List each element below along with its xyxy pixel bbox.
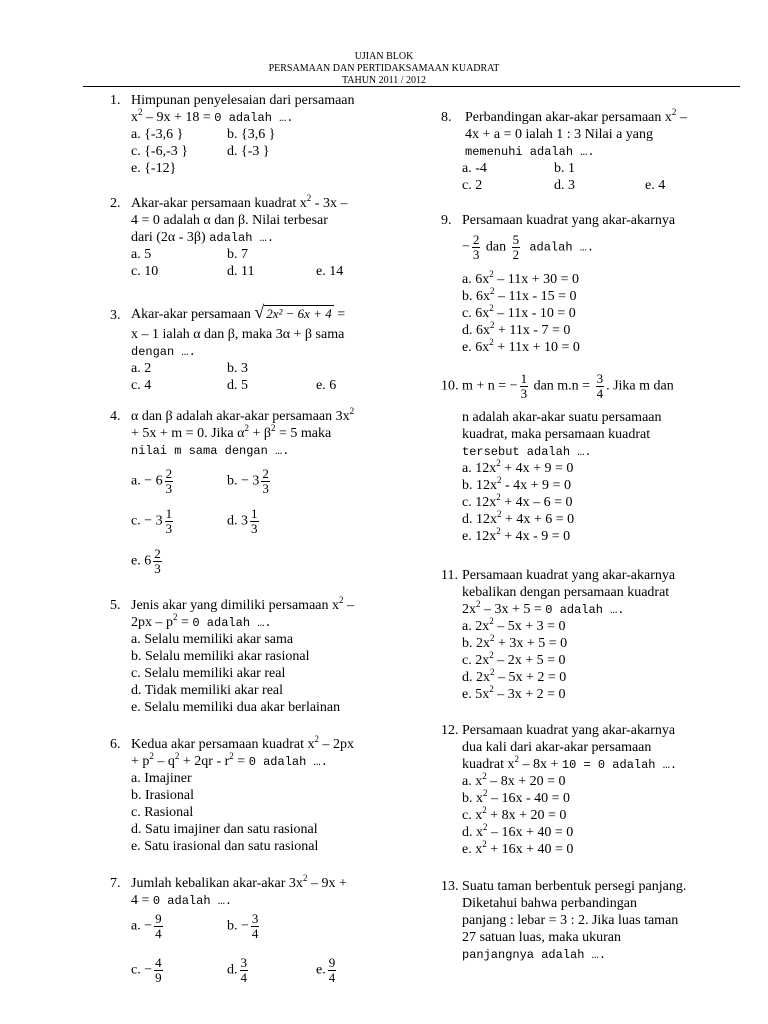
option-d[interactable]: d. $2x^2 - 5x + 2 = 0$ xyxy=(462,667,567,685)
option-c[interactable]: c. − 3 $\frac{1}{3}$ xyxy=(131,506,173,536)
question-text: $2px - p^2 = 0$ adalah …. xyxy=(131,612,272,630)
option-d[interactable]: d. 5 xyxy=(227,378,248,393)
question-text: Persamaan kuadrat yang akar-akarnya xyxy=(462,568,676,583)
question-text: 4 = 0 adalah …. xyxy=(131,893,233,908)
exam-subject: PERSAMAAN DAN PERTIDAKSAMAAN KUADRAT xyxy=(268,63,500,74)
option-e[interactable]: e. {-12} xyxy=(131,161,177,176)
option-e[interactable]: e. $5x^2 - 3x + 2 = 0$ xyxy=(462,684,566,702)
option-b[interactable]: b. 7 xyxy=(227,247,248,262)
option-a[interactable]: a. 2 xyxy=(131,361,152,376)
question-text: dengan …. xyxy=(131,345,196,359)
option-b[interactable]: b. $x^2 - 16x - 40 = 0$ xyxy=(462,788,571,806)
option-b[interactable]: b. 3 xyxy=(227,361,248,376)
option-b[interactable]: b. $12x^2 - 4x + 9 = 0$ xyxy=(462,475,571,493)
option-c[interactable]: c. {-6,-3 } xyxy=(131,144,188,159)
question-number: 11. xyxy=(441,568,458,583)
option-c[interactable]: c. $12x^2 + 4x - 6 = 0$ xyxy=(462,492,573,510)
question-text: memenuhi adalah …. xyxy=(465,145,595,159)
option-c[interactable]: c. $2x^2 - 2x + 5 = 0$ xyxy=(462,650,566,668)
question-text: Persamaan kuadrat yang akar-akarnya xyxy=(462,213,676,228)
question-text: 4 = 0 adalah α dan β. Nilai terbesar xyxy=(131,213,328,228)
question-text: dua kali dari akar-akar persamaan xyxy=(462,740,652,755)
question-text: − $\frac{2}{3}$ dan $\frac{5}{2}$ adalah …. xyxy=(462,232,595,262)
question-number: 9. xyxy=(441,213,452,228)
option-d[interactable]: d. $12x^2 + 4x + 6 = 0$ xyxy=(462,509,575,527)
option-b[interactable]: b. Selalu memiliki akar rasional xyxy=(131,649,310,664)
question-text: + $p^2 - q^2 + 2qr - r^2 = 0$ adalah …. xyxy=(131,751,328,769)
option-b[interactable]: b. − $\frac{3}{4}$ xyxy=(227,911,259,941)
option-b[interactable]: b. $2x^2 + 3x + 5 = 0$ xyxy=(462,633,568,651)
option-a[interactable]: a. − 6 $\frac{2}{3}$ xyxy=(131,466,173,496)
question-text: 27 satuan luas, maka ukuran xyxy=(462,930,622,945)
option-c[interactable]: c. Selalu memiliki akar real xyxy=(131,666,286,681)
option-d[interactable]: d. $\frac{3}{4}$ xyxy=(227,955,247,985)
question-text: kebalikan dengan persamaan kuadrat xyxy=(462,585,670,600)
option-b[interactable]: b. 1 xyxy=(554,161,575,176)
option-d[interactable]: d. {-3 } xyxy=(227,144,270,159)
option-e[interactable]: e. Satu irasional dan satu rasional xyxy=(131,839,319,854)
question-text: nilai m sama dengan …. xyxy=(131,444,290,458)
question-text: dari (2α - 3β) adalah …. xyxy=(131,230,275,245)
exam-year: TAHUN 2011 / 2012 xyxy=(341,75,427,86)
option-e[interactable]: e. $6x^2 + 11x + 10 = 0$ xyxy=(462,337,580,355)
option-a[interactable]: a. {-3,6 } xyxy=(131,127,184,142)
question-text: Akar-akar persamaan kuadrat $x^2 - 3x$ – xyxy=(131,193,348,211)
question-text: Jumlah kebalikan akar-akar $3x^2 - 9x$ + xyxy=(131,873,347,891)
question-number: 13. xyxy=(441,879,459,894)
question-text: Diketahui bahwa perbandingan xyxy=(462,896,637,911)
option-d[interactable]: d. Tidak memiliki akar real xyxy=(131,683,284,698)
question-text: $x^2 - 9x + 18 = 0$ adalah …. xyxy=(131,107,294,125)
option-e[interactable]: e. $\frac{9}{4}$ xyxy=(316,955,336,985)
question-number: 4. xyxy=(110,409,121,424)
option-e[interactable]: e. 6 xyxy=(316,378,337,393)
option-b[interactable]: b. − 3 $\frac{2}{3}$ xyxy=(227,466,269,496)
option-c[interactable]: c. $6x^2 - 11x - 10 = 0$ xyxy=(462,303,576,321)
option-a[interactable]: a. $x^2 - 8x + 20 = 0$ xyxy=(462,771,566,789)
option-d[interactable]: d. 3 xyxy=(554,178,575,193)
option-c[interactable]: c. − $\frac{4}{9}$ xyxy=(131,955,162,985)
question-text: + 5x + m = 0. Jika $\alpha^2 + \beta^2 = 5$ maka xyxy=(131,423,332,441)
option-b[interactable]: b. {3,6 } xyxy=(227,127,276,142)
option-e[interactable]: e. 6 $\frac{2}{3}$ xyxy=(131,546,161,576)
option-c[interactable]: c. 4 xyxy=(131,378,152,393)
question-text: 10. m + n = − $\frac{1}{3}$ dan m.n = $\frac{3}{4}$ . Jika m dan xyxy=(441,371,674,401)
option-c[interactable]: c. $x^2 + 8x + 20 = 0$ xyxy=(462,805,567,823)
option-a[interactable]: a. − $\frac{9}{4}$ xyxy=(131,911,162,941)
option-b[interactable]: b. Irasional xyxy=(131,788,194,803)
option-a[interactable]: a. 5 xyxy=(131,247,152,262)
option-c[interactable]: c. Rasional xyxy=(131,805,194,820)
option-a[interactable]: a. $12x^2 + 4x + 9 = 0$ xyxy=(462,458,574,476)
option-b[interactable]: b. $6x^2 - 11x - 15 = 0$ xyxy=(462,286,577,304)
question-text: Perbandingan akar-akar persamaan $x^2$ – xyxy=(465,107,687,125)
header-divider xyxy=(83,86,740,87)
option-e[interactable]: e. $x^2 + 16x + 40 = 0$ xyxy=(462,839,574,857)
option-e[interactable]: e. 4 xyxy=(645,178,666,193)
question-text: Suatu taman berbentuk persegi panjang. xyxy=(462,879,687,894)
question-text: x – 1 ialah α dan β, maka 3α + β sama xyxy=(131,327,345,342)
question-number: 6. xyxy=(110,737,121,752)
option-e[interactable]: e. Selalu memiliki dua akar berlainan xyxy=(131,700,341,715)
question-text: Himpunan penyelesaian dari persamaan xyxy=(131,93,355,108)
question-number: 1. xyxy=(110,93,121,108)
question-text: $2x^2 - 3x + 5 = 0$ adalah …. xyxy=(462,599,625,617)
question-10 xyxy=(441,371,674,544)
option-c[interactable]: c. 10 xyxy=(131,264,159,279)
sqrt-icon: √ xyxy=(254,302,265,322)
exam-header xyxy=(0,51,768,87)
question-text: panjang : lebar = 3 : 2. Jika luas taman xyxy=(462,913,679,928)
option-a[interactable]: a. $2x^2 - 5x + 3 = 0$ xyxy=(462,616,566,634)
question-number: 5. xyxy=(110,598,121,613)
question-text: kuadrat, maka persamaan kuadrat xyxy=(462,427,651,442)
question-text: n adalah akar-akar suatu persamaan xyxy=(462,410,662,425)
exam-title: UJIAN BLOK xyxy=(354,51,414,62)
question-text: Jenis akar yang dimiliki persamaan $x^2$ – xyxy=(131,595,354,613)
option-e[interactable]: e. 14 xyxy=(316,264,344,279)
option-a[interactable]: a. $6x^2 - 11x + 30 = 0$ xyxy=(462,269,579,287)
question-text: tersebut adalah …. xyxy=(462,445,592,459)
option-c[interactable]: c. 2 xyxy=(462,178,483,193)
option-a[interactable]: a. Selalu memiliki akar sama xyxy=(131,632,294,647)
option-d[interactable]: d. $x^2 - 16x + 40 = 0$ xyxy=(462,822,574,840)
option-a[interactable]: a. Imajiner xyxy=(131,771,192,786)
question-number: 10. xyxy=(441,378,459,394)
question-text: kuadrat $x^2 - 8x + 10 = 0$ adalah …. xyxy=(462,754,678,772)
option-d[interactable]: d. 3 $\frac{1}{3}$ xyxy=(227,506,258,536)
question-text: 4x + a = 0 ialah 1 : 3 Nilai a yang xyxy=(465,127,654,142)
question-number: 3. xyxy=(110,308,121,323)
question-number: 7. xyxy=(110,876,121,891)
option-e[interactable]: e. $12x^2 + 4x - 9 = 0$ xyxy=(462,526,571,544)
question-number: 2. xyxy=(110,196,121,211)
option-a[interactable]: a. -4 xyxy=(462,161,487,176)
question-text: Akar-akar persamaan √ 2x² − 6x + 4 = xyxy=(131,302,346,322)
option-d[interactable]: d. $6x^2 + 11x - 7 = 0$ xyxy=(462,320,571,338)
option-d[interactable]: d. Satu imajiner dan satu rasional xyxy=(131,822,318,837)
question-text: α dan β adalah akar-akar persamaan $3x^2$ xyxy=(131,406,355,424)
question-number: 8. xyxy=(441,110,452,125)
question-number: 12. xyxy=(441,723,459,738)
question-text: Kedua akar persamaan kuadrat $x^2 - 2px$ xyxy=(131,734,354,752)
question-text: panjangnya adalah …. xyxy=(462,948,607,962)
question-text: Persamaan kuadrat yang akar-akarnya xyxy=(462,723,676,738)
option-d[interactable]: d. 11 xyxy=(227,264,255,279)
